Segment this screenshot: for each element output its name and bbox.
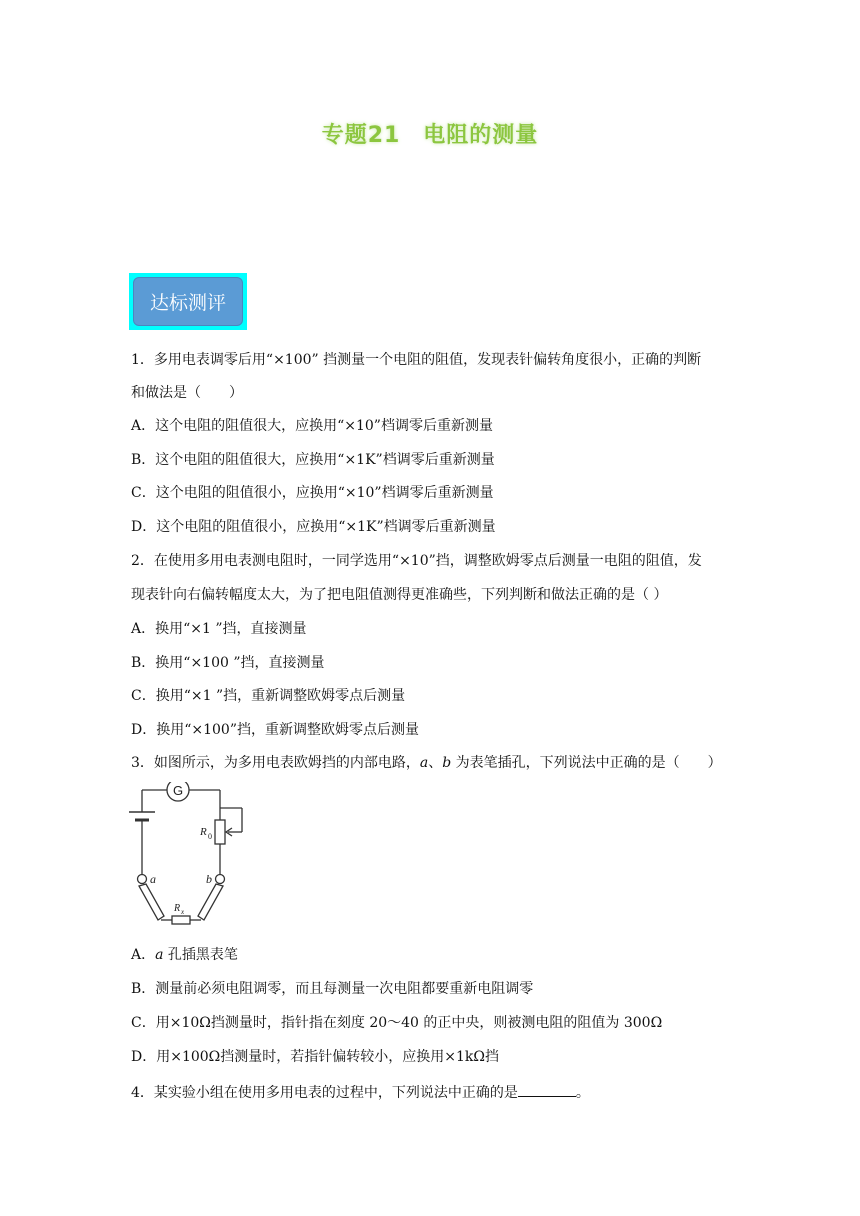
q3-stem — [131, 753, 722, 773]
q2-option-c: C．换用“×1 ”挡，重新调整欧姆零点后测量 — [131, 688, 406, 704]
q3-separator: 、 — [428, 755, 443, 771]
terminal-a-label: a — [150, 872, 156, 886]
terminal-b-icon — [216, 875, 225, 884]
q3-option-a-text: 孔插黑表笔 — [163, 947, 238, 963]
q1-stem-line2: 和做法是（ ） — [131, 385, 243, 401]
page-title: 专题21 电阻的测量 — [321, 123, 539, 148]
q1-option-c: C．这个电阻的阻值很小，应换用“×10”档调零后重新测量 — [131, 485, 494, 501]
r0-label: R — [200, 826, 207, 838]
q2-option-b: B．换用“×100 ”挡，直接测量 — [131, 655, 325, 671]
probe-b-icon — [198, 884, 223, 920]
ohmmeter-circuit-diagram — [124, 782, 252, 928]
r0-resistor-icon — [215, 820, 225, 844]
q2-stem-line1: 2．在使用多用电表测电阻时，一同学选用“×10”挡，调整欧姆零点后测量一电阻的阻值，发 — [131, 553, 702, 569]
q1-option-b: B．这个电阻的阻值很大，应换用“×1K”档调零后重新测量 — [131, 452, 495, 468]
rx-subscript: x — [181, 908, 185, 916]
q3-terminal-a: a — [419, 755, 429, 771]
q2-option-d: D．换用“×100”挡，重新调整欧姆零点后测量 — [131, 722, 419, 738]
q4-stem-end: 。 — [575, 1085, 590, 1101]
q1-stem-line1: 1．多用电表调零后用“×100” 挡测量一个电阻的阻值，发现表针偏转角度很小，正确的判断 — [131, 352, 702, 368]
terminal-b-label: b — [206, 872, 212, 886]
q3-stem-pre: 3．如图所示，为多用电表欧姆挡的内部电路， — [131, 755, 420, 771]
rx-label: R — [174, 903, 181, 914]
q3-option-c: C．用×10Ω挡测量时，指针指在刻度 20～40 的正中央，则被测电阻的阻值为 300Ω — [131, 1015, 663, 1031]
section-badge — [129, 273, 247, 330]
q2-stem-line2: 现表针向右偏转幅度太大，为了把电阻值测得更准确些，下列判断和做法正确的是（ ） — [131, 587, 668, 603]
rx-resistor-icon — [172, 916, 190, 924]
section-badge-label: 达标测评 — [133, 277, 243, 326]
q3-option-a — [131, 945, 238, 965]
q3-terminal-b: b — [442, 755, 452, 771]
q4-stem — [131, 1082, 590, 1103]
q3-option-d: D．用×100Ω挡测量时，若指针偏转较小，应换用×1kΩ挡 — [131, 1049, 500, 1065]
q4-stem-text: 4．某实验小组在使用多用电表的过程中，下列说法中正确的是 — [131, 1085, 518, 1101]
q1-option-d: D．这个电阻的阻值很小，应换用“×1K”档调零后重新测量 — [131, 519, 496, 535]
q4-answer-blank — [518, 1082, 576, 1097]
probe-a-icon — [139, 884, 164, 920]
q3-option-b: B．测量前必须电阻调零，而且每测量一次电阻都要重新电阻调零 — [131, 981, 534, 997]
r0-subscript: 0 — [208, 832, 212, 841]
galvanometer-label: G — [172, 783, 184, 798]
terminal-a-icon — [138, 875, 147, 884]
q3-stem-post: 为表笔插孔，下列说法中正确的是（ ） — [451, 755, 722, 771]
q1-option-a: A．这个电阻的阻值很大，应换用“×10”档调零后重新测量 — [131, 418, 493, 434]
q2-option-a: A．换用“×1 ”挡，直接测量 — [131, 621, 307, 637]
q3-option-a-terminal: a — [155, 947, 164, 963]
q3-option-a-prefix: A． — [131, 947, 156, 963]
